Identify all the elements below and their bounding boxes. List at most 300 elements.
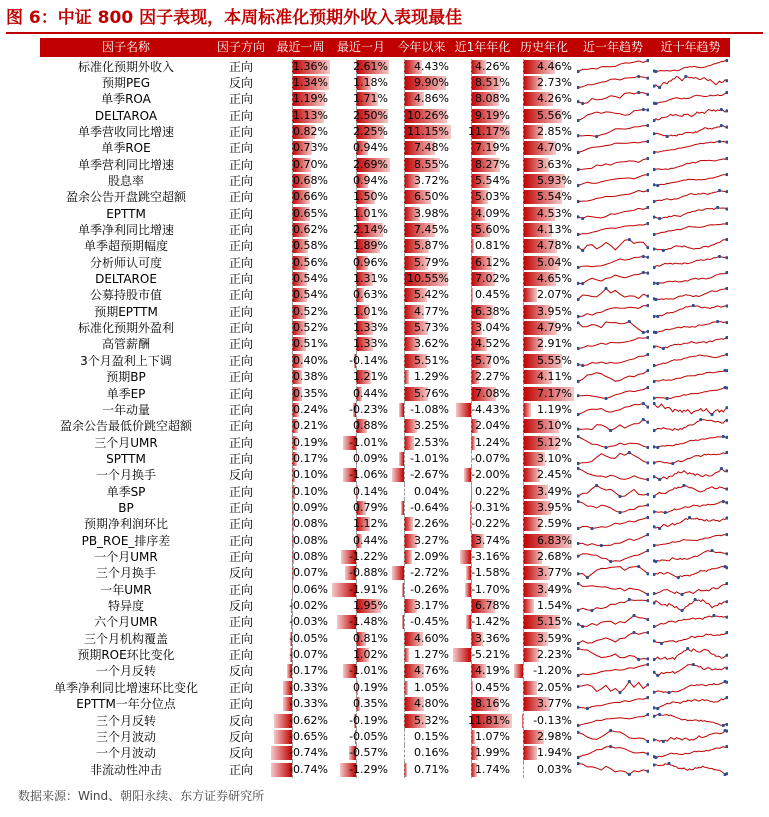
trend-marker: [720, 108, 723, 111]
value-label: -1.22%: [349, 550, 388, 563]
value-label: 6.50%: [414, 190, 449, 204]
value-label: -0.02%: [289, 599, 328, 613]
trend-marker: [646, 461, 649, 464]
value-label: 3.49%: [537, 582, 572, 596]
value-label: -5.21%: [471, 648, 510, 662]
trend-marker: [653, 396, 656, 399]
trend-line: [578, 551, 648, 562]
trend-marker: [656, 674, 659, 677]
factor-direction: 反向: [228, 468, 253, 483]
trend-1y-sparkline: [577, 582, 649, 598]
value-label: -0.05%: [289, 631, 328, 645]
trend-line: [578, 436, 648, 447]
trend-marker: [716, 206, 719, 209]
factor-name: 一个月反转: [95, 664, 156, 679]
factor-direction: 正向: [228, 762, 253, 777]
value-label: 11.81%: [468, 713, 510, 727]
trend-line: [654, 681, 727, 692]
trend-line: [578, 730, 648, 741]
table-row: [40, 124, 730, 140]
trend-1y-sparkline: [577, 663, 649, 679]
trend-line: [654, 224, 727, 235]
trend-marker: [656, 445, 659, 448]
value-label: -0.07%: [289, 648, 328, 662]
trend-10y-sparkline: [653, 238, 728, 254]
factor-name: 预期EPTTM: [94, 304, 158, 319]
trend-marker: [654, 756, 657, 759]
trend-line: [578, 76, 648, 87]
value-label: 0.65%: [293, 206, 328, 220]
value-label: 1.01%: [353, 304, 388, 318]
table-row: [40, 484, 730, 500]
table-row: [40, 369, 730, 385]
value-label: 0.04%: [414, 484, 449, 498]
trend-1y-sparkline: [577, 386, 649, 402]
value-label: 0.19%: [293, 435, 328, 449]
value-label: 4.86%: [414, 92, 449, 106]
trend-line: [578, 649, 648, 660]
trend-marker: [632, 631, 635, 634]
trend-marker: [662, 740, 665, 743]
trend-line: [578, 224, 648, 235]
value-label: 5.04%: [537, 255, 572, 269]
trend-marker: [628, 238, 631, 241]
column-header: 近十年趋势: [660, 40, 721, 54]
value-label: 0.96%: [353, 255, 388, 269]
value-label: 0.54%: [293, 272, 328, 286]
factor-direction: 反向: [228, 664, 253, 679]
value-label: 2.50%: [353, 108, 388, 122]
trend-1y-sparkline: [577, 108, 649, 124]
table-row: [40, 435, 730, 451]
value-label: 0.10%: [293, 468, 328, 482]
table-header: [40, 38, 730, 57]
value-label: 5.55%: [537, 353, 572, 367]
value-label: 0.06%: [293, 582, 328, 596]
trend-marker: [618, 494, 621, 497]
trend-10y-sparkline: [653, 320, 728, 336]
value-label: 1.54%: [537, 599, 572, 613]
value-label: 3.77%: [537, 697, 572, 711]
value-label: -1.91%: [349, 582, 388, 596]
trend-1y-sparkline: [577, 75, 649, 91]
trend-line: [578, 763, 648, 774]
factor-direction: 正向: [228, 59, 253, 74]
trend-1y-sparkline: [577, 255, 649, 271]
value-label: 4.53%: [537, 206, 572, 220]
trend-marker: [642, 271, 645, 274]
value-label: -0.17%: [289, 664, 328, 678]
trend-1y-sparkline: [577, 140, 649, 156]
trend-marker: [646, 657, 649, 660]
value-label: 0.71%: [414, 762, 449, 776]
value-label: 5.15%: [537, 615, 572, 629]
value-label: 5.03%: [475, 190, 510, 204]
trend-line: [654, 76, 727, 87]
value-label: 6.83%: [537, 533, 572, 547]
factor-direction: 正向: [228, 500, 253, 515]
table-row: [40, 91, 730, 107]
value-label: 3.95%: [537, 304, 572, 318]
value-label: 0.52%: [293, 321, 328, 335]
trend-marker: [725, 157, 728, 160]
trend-marker: [646, 222, 649, 225]
value-label: 0.45%: [475, 288, 510, 302]
factor-direction: 正向: [228, 239, 253, 254]
value-label: -1.70%: [471, 582, 510, 596]
trend-marker: [646, 516, 649, 519]
table-row: [40, 287, 730, 303]
factor-direction: 正向: [228, 648, 253, 663]
trend-marker: [667, 762, 670, 765]
trend-10y-sparkline: [653, 206, 728, 222]
trend-1y-sparkline: [577, 762, 649, 778]
value-label: 0.09%: [293, 500, 328, 514]
trend-1y-sparkline: [577, 500, 649, 516]
value-label: 1.13%: [293, 108, 328, 122]
value-label: -1.01%: [410, 451, 449, 465]
trend-10y-sparkline: [653, 189, 728, 205]
table-row: [40, 320, 730, 336]
trend-marker: [646, 59, 649, 62]
value-label: 1.02%: [353, 648, 388, 662]
value-label: -1.01%: [349, 435, 388, 449]
table-row: [40, 549, 730, 565]
trend-marker: [637, 565, 640, 568]
trend-marker: [653, 625, 656, 628]
trend-marker: [725, 59, 728, 62]
value-label: 0.35%: [293, 386, 328, 400]
value-label: 3.10%: [537, 451, 572, 465]
trend-line: [654, 583, 727, 594]
value-label: -0.03%: [289, 615, 328, 629]
factor-direction: 正向: [228, 533, 253, 548]
trend-line: [578, 403, 648, 414]
trend-1y-sparkline: [577, 369, 649, 385]
trend-marker: [577, 467, 580, 470]
trend-line: [654, 142, 727, 153]
value-label: 4.13%: [537, 223, 572, 236]
value-label: 9.19%: [475, 108, 510, 122]
value-label: 1.94%: [537, 746, 572, 760]
trend-marker: [577, 413, 580, 416]
value-label: 3.63%: [537, 157, 572, 171]
value-label: 10.26%: [407, 108, 449, 122]
value-label: 6.38%: [475, 304, 510, 318]
factor-direction: 正向: [228, 517, 253, 532]
trend-1y-sparkline: [577, 353, 649, 369]
trend-marker: [577, 167, 580, 170]
trend-marker: [722, 723, 725, 726]
trend-marker: [718, 140, 721, 143]
trend-marker: [646, 631, 649, 634]
value-label: 3.98%: [414, 206, 449, 220]
table-row: [40, 108, 730, 124]
value-label: 0.17%: [293, 451, 328, 465]
trend-10y-sparkline: [653, 369, 728, 385]
table-row: [40, 680, 730, 696]
trend-marker: [725, 487, 728, 490]
value-label: 0.35%: [353, 697, 388, 711]
factor-name: 单季超预期幅度: [83, 239, 168, 254]
trend-1y-sparkline: [577, 451, 649, 467]
trend-marker: [577, 541, 580, 544]
value-label: 7.08%: [475, 386, 510, 400]
value-label: -2.67%: [410, 468, 449, 482]
trend-marker: [653, 364, 656, 367]
factor-direction: 反向: [228, 599, 253, 614]
trend-line: [578, 698, 648, 709]
trend-marker: [654, 102, 657, 105]
value-label: 1.74%: [475, 762, 510, 776]
trend-marker: [662, 249, 665, 252]
value-label: -0.57%: [349, 746, 388, 760]
trend-marker: [653, 282, 656, 285]
factor-direction: 正向: [228, 321, 253, 336]
trend-marker: [725, 173, 728, 176]
value-label: 2.26%: [414, 517, 449, 531]
trend-line: [654, 518, 727, 529]
value-label: 4.78%: [537, 239, 572, 253]
trend-1y-sparkline: [577, 729, 649, 745]
value-label: 7.19%: [475, 141, 510, 155]
trend-10y-sparkline: [653, 173, 728, 189]
value-label: 1.33%: [353, 321, 388, 335]
trend-marker: [577, 151, 580, 154]
value-label: 3.27%: [414, 533, 449, 547]
value-label: 0.21%: [293, 419, 328, 433]
trend-marker: [646, 206, 649, 209]
trend-marker: [653, 233, 656, 236]
trend-line: [578, 714, 648, 725]
trend-marker: [609, 729, 612, 732]
trend-line: [578, 273, 648, 284]
factor-name: 单季ROE: [101, 141, 151, 156]
trend-marker: [725, 238, 728, 241]
column-header: 今年以来: [397, 40, 446, 54]
trend-10y-sparkline: [653, 124, 728, 140]
factor-name: 单季净利同比增速环比变化: [53, 680, 198, 695]
value-label: 7.17%: [537, 386, 572, 400]
value-label: 1.05%: [414, 680, 449, 694]
value-label: -0.05%: [349, 729, 388, 743]
trend-line: [578, 583, 648, 594]
trend-marker: [653, 248, 656, 251]
value-label: 5.87%: [414, 239, 449, 253]
trend-marker: [577, 315, 580, 318]
trend-marker: [577, 706, 580, 709]
factor-name: 预期PEG: [101, 75, 151, 90]
value-label: 4.65%: [537, 272, 572, 286]
value-label: -1.20%: [533, 664, 572, 678]
value-label: 1.89%: [353, 239, 388, 253]
value-label: -1.29%: [349, 762, 388, 776]
table-row: [40, 729, 730, 745]
factor-name: 标准化预期外盈利: [77, 321, 174, 336]
trend-1y-sparkline: [577, 614, 649, 630]
value-label: -0.26%: [410, 582, 449, 596]
trend-marker: [604, 396, 607, 399]
trend-marker: [725, 222, 728, 225]
trend-line: [654, 600, 727, 611]
value-label: 1.95%: [353, 599, 388, 613]
value-label: -1.01%: [349, 664, 388, 678]
trend-marker: [646, 696, 649, 699]
factor-name: 分析师认可度: [89, 255, 162, 270]
trend-marker: [680, 593, 683, 596]
trend-marker: [720, 467, 723, 470]
table-row: [40, 238, 730, 254]
table-row: [40, 271, 730, 287]
trend-10y-sparkline: [653, 304, 728, 320]
value-label: -1.08%: [410, 402, 449, 416]
trend-10y-sparkline: [653, 108, 728, 124]
value-label: 4.46%: [537, 59, 572, 73]
trend-marker: [680, 609, 683, 612]
trend-10y-sparkline: [653, 565, 728, 581]
trend-line: [654, 60, 727, 71]
trend-marker: [646, 752, 649, 755]
factor-name: 单季ROA: [101, 92, 151, 107]
factor-name: SPTTM: [106, 451, 146, 466]
trend-marker: [586, 576, 589, 579]
value-label: 0.16%: [414, 746, 449, 760]
trend-10y-sparkline: [653, 713, 728, 729]
value-label: -0.33%: [289, 697, 328, 711]
factor-name: 股息率: [107, 173, 144, 188]
trend-line: [578, 420, 648, 431]
trend-line: [654, 763, 727, 774]
trend-marker: [628, 772, 631, 775]
value-label: 2.69%: [353, 157, 388, 171]
value-label: 1.36%: [293, 59, 328, 73]
value-label: 4.60%: [414, 631, 449, 645]
value-label: 0.56%: [293, 255, 328, 269]
value-label: 4.19%: [475, 664, 510, 678]
trend-1y-sparkline: [577, 745, 649, 761]
table-row: [40, 467, 730, 483]
factor-direction: 反向: [228, 729, 253, 744]
trend-line: [654, 501, 727, 512]
trend-marker: [654, 69, 657, 72]
trend-marker: [646, 304, 649, 307]
trend-marker: [646, 124, 649, 127]
table-row: [40, 304, 730, 320]
trend-marker: [581, 364, 584, 367]
value-label: 2.25%: [353, 124, 388, 138]
trend-10y-sparkline: [653, 631, 728, 647]
value-label: 3.72%: [414, 173, 449, 187]
trend-marker: [653, 445, 656, 448]
value-label: -1.58%: [471, 566, 510, 580]
table-row: [40, 157, 730, 173]
trend-10y-sparkline: [653, 140, 728, 156]
trend-1y-sparkline: [577, 189, 649, 205]
table-row: [40, 582, 730, 598]
value-label: 10.55%: [407, 272, 449, 286]
trend-marker: [692, 304, 695, 307]
trend-10y-sparkline: [653, 157, 728, 173]
factor-direction: 正向: [228, 419, 253, 434]
trend-marker: [656, 707, 659, 710]
value-label: -0.22%: [471, 517, 510, 531]
trend-line: [654, 452, 727, 463]
value-label: 0.62%: [293, 223, 328, 236]
value-label: 4.80%: [414, 697, 449, 711]
trend-1y-sparkline: [577, 59, 649, 75]
trend-marker: [666, 396, 669, 399]
column-header: 最近一月: [336, 40, 385, 54]
trend-marker: [654, 331, 657, 334]
trend-10y-sparkline: [653, 222, 728, 238]
factor-name: 盈余公告最低价跳空超额: [59, 419, 192, 434]
trend-marker: [646, 618, 649, 621]
value-label: 0.24%: [293, 402, 328, 416]
value-label: 8.27%: [475, 157, 510, 171]
trend-marker: [653, 763, 656, 766]
value-label: 8.16%: [475, 697, 510, 711]
trend-line: [654, 93, 727, 104]
trend-1y-sparkline: [577, 336, 649, 352]
trend-marker: [725, 287, 728, 290]
factor-direction: 正向: [228, 206, 253, 221]
value-label: 5.42%: [414, 288, 449, 302]
value-label: 0.81%: [475, 239, 510, 253]
value-label: 5.51%: [414, 353, 449, 367]
factor-name: 高管薪酬: [101, 337, 150, 352]
trend-marker: [577, 69, 580, 72]
trend-line: [578, 93, 648, 104]
factor-direction: 正向: [228, 141, 253, 156]
trend-marker: [618, 691, 621, 694]
value-label: 0.08%: [293, 550, 328, 563]
trend-1y-sparkline: [577, 549, 649, 565]
value-label: 3.77%: [537, 566, 572, 580]
value-label: 0.10%: [293, 484, 328, 498]
value-label: 0.15%: [414, 729, 449, 743]
trend-marker: [646, 549, 649, 552]
trend-marker: [646, 533, 649, 536]
value-label: 0.68%: [293, 173, 328, 187]
factor-direction: 正向: [228, 402, 253, 417]
value-label: 1.24%: [475, 435, 510, 449]
factor-direction: 正向: [228, 386, 253, 401]
trend-line: [578, 501, 648, 512]
factor-direction: 正向: [228, 92, 253, 107]
trend-marker: [660, 642, 663, 645]
factor-name: 一年UMR: [100, 582, 152, 597]
trend-marker: [658, 478, 661, 481]
trend-marker: [646, 336, 649, 339]
table-row: [40, 140, 730, 156]
table-row: [40, 614, 730, 630]
trend-marker: [581, 217, 584, 220]
value-label: -0.07%: [471, 451, 510, 465]
trend-line: [654, 256, 727, 267]
value-label: 0.08%: [293, 533, 328, 547]
trend-line: [578, 322, 648, 333]
trend-marker: [688, 516, 691, 519]
trend-marker: [577, 500, 580, 503]
trend-marker: [710, 413, 713, 416]
trend-marker: [722, 500, 725, 503]
value-label: 5.12%: [537, 435, 572, 449]
trend-marker: [577, 200, 580, 203]
trend-marker: [653, 706, 656, 709]
trend-marker: [586, 707, 589, 710]
trend-marker: [653, 690, 656, 693]
value-label: 0.54%: [293, 288, 328, 302]
